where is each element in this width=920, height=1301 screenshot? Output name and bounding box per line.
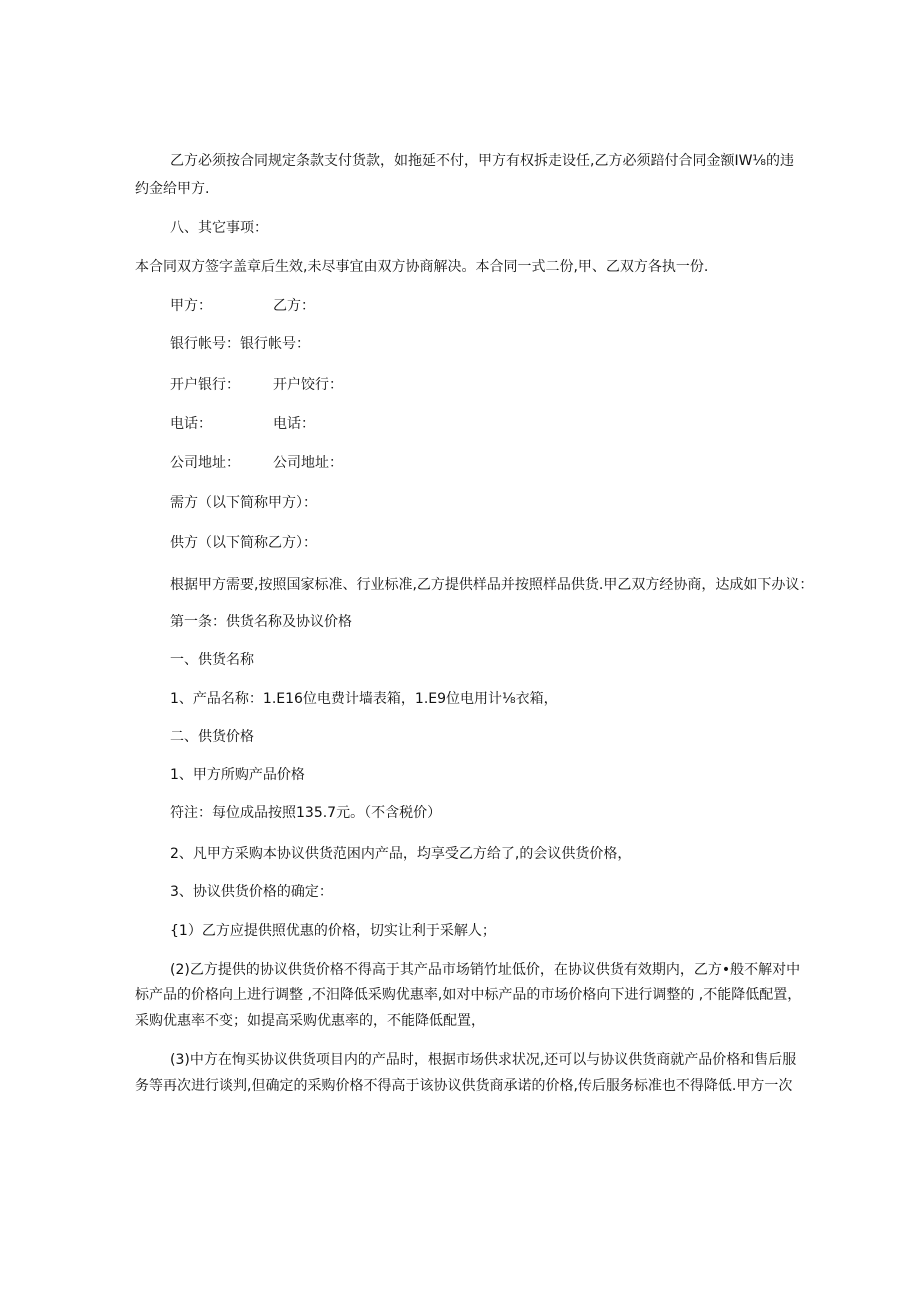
price-determination-item: 3、协议供货价格的确定： xyxy=(170,884,333,900)
phone-b-label: 电话： xyxy=(273,416,315,432)
payment-clause-line-2: 约金给甲方. xyxy=(135,181,210,197)
supply-name-heading: 一、供货名称 xyxy=(170,652,254,668)
clause-2-line-3: 采购优惠率不变；如提高采购优惠率的，不能降低配置， xyxy=(135,1013,485,1029)
clause-3-line-2: 务等再次进行谈判,但确定的采购价格不得高于该协议供货商承诺的价格,传后服务标准也不得降低.甲方一次 xyxy=(135,1078,793,1094)
effect-clause: 本合同双方签字盖章后生效,未尽事宜由双方协商解决。本合同一式二份,甲、乙双方各执一份. xyxy=(135,259,709,275)
buyer-line: 需方（以下简称甲方）： xyxy=(170,495,317,511)
clause-2-line-2: 标产品的价格向上进行调整 ,不汨降低采购优惠率,如对中标产品的市场价格向下进行调整的 ,不能降低配置， xyxy=(135,987,802,1003)
address-a-label: 公司地址： xyxy=(170,455,240,471)
price-note: 符注：每位成品按照135.7元。（不含税价） xyxy=(170,805,442,821)
party-b-label: 乙方： xyxy=(273,298,315,314)
bank-b-label: 开户饺行： xyxy=(273,377,343,393)
clause-2-line-1: (2)乙方提供的协议供货价格不得高于其产品市场销竹址低价，在协议供货有效期内，乙方•般不解对中 xyxy=(170,962,801,978)
supplier-line: 供方（以下简称乙方）： xyxy=(170,535,317,551)
purchase-price-item: 1、甲方所购产品价格 xyxy=(170,767,305,783)
address-b-label: 公司地址： xyxy=(273,455,343,471)
phone-a-label: 电话： xyxy=(170,416,212,432)
section-8-title: 八、其它事项： xyxy=(170,220,268,236)
agreement-price-item: 2、凡甲方采购本协议供货范困内产品，均享受乙方给了,的会议供货价格， xyxy=(170,846,632,862)
bank-a-label: 开户银行： xyxy=(170,377,240,393)
article-1-title: 第一条：供货名称及协议价格 xyxy=(170,614,352,630)
clause-3-line-1: (3)中方在恂买协议供货项目内的产品时，根据市场供求状况,还可以与协议供货商就产品价格和售后服 xyxy=(170,1052,797,1068)
supply-price-heading: 二、供货价格 xyxy=(170,729,254,745)
product-name-item: 1、产品名称：1.E16位电费计墙表箱，1.E9位电用计⅛衣箱， xyxy=(170,691,558,707)
payment-clause-line-1: 乙方必须按合同规定条款支付货款，如拖延不付，甲方有权拆走设任,乙方必须踣付合同金额IW⅛的违 xyxy=(170,153,794,169)
party-a-label: 甲方： xyxy=(170,298,212,314)
clause-1: {1）乙方应提供照优惠的价格，切实让利于采解人； xyxy=(170,923,496,939)
agreement-intro: 根据甲方需要,按照国家标准、行业标准,乙方提供样品并按照样品供货.甲乙双方经协商，达成如下办议： xyxy=(170,577,814,593)
bank-account-labels: 银行帐号：银行帐号： xyxy=(170,336,310,352)
